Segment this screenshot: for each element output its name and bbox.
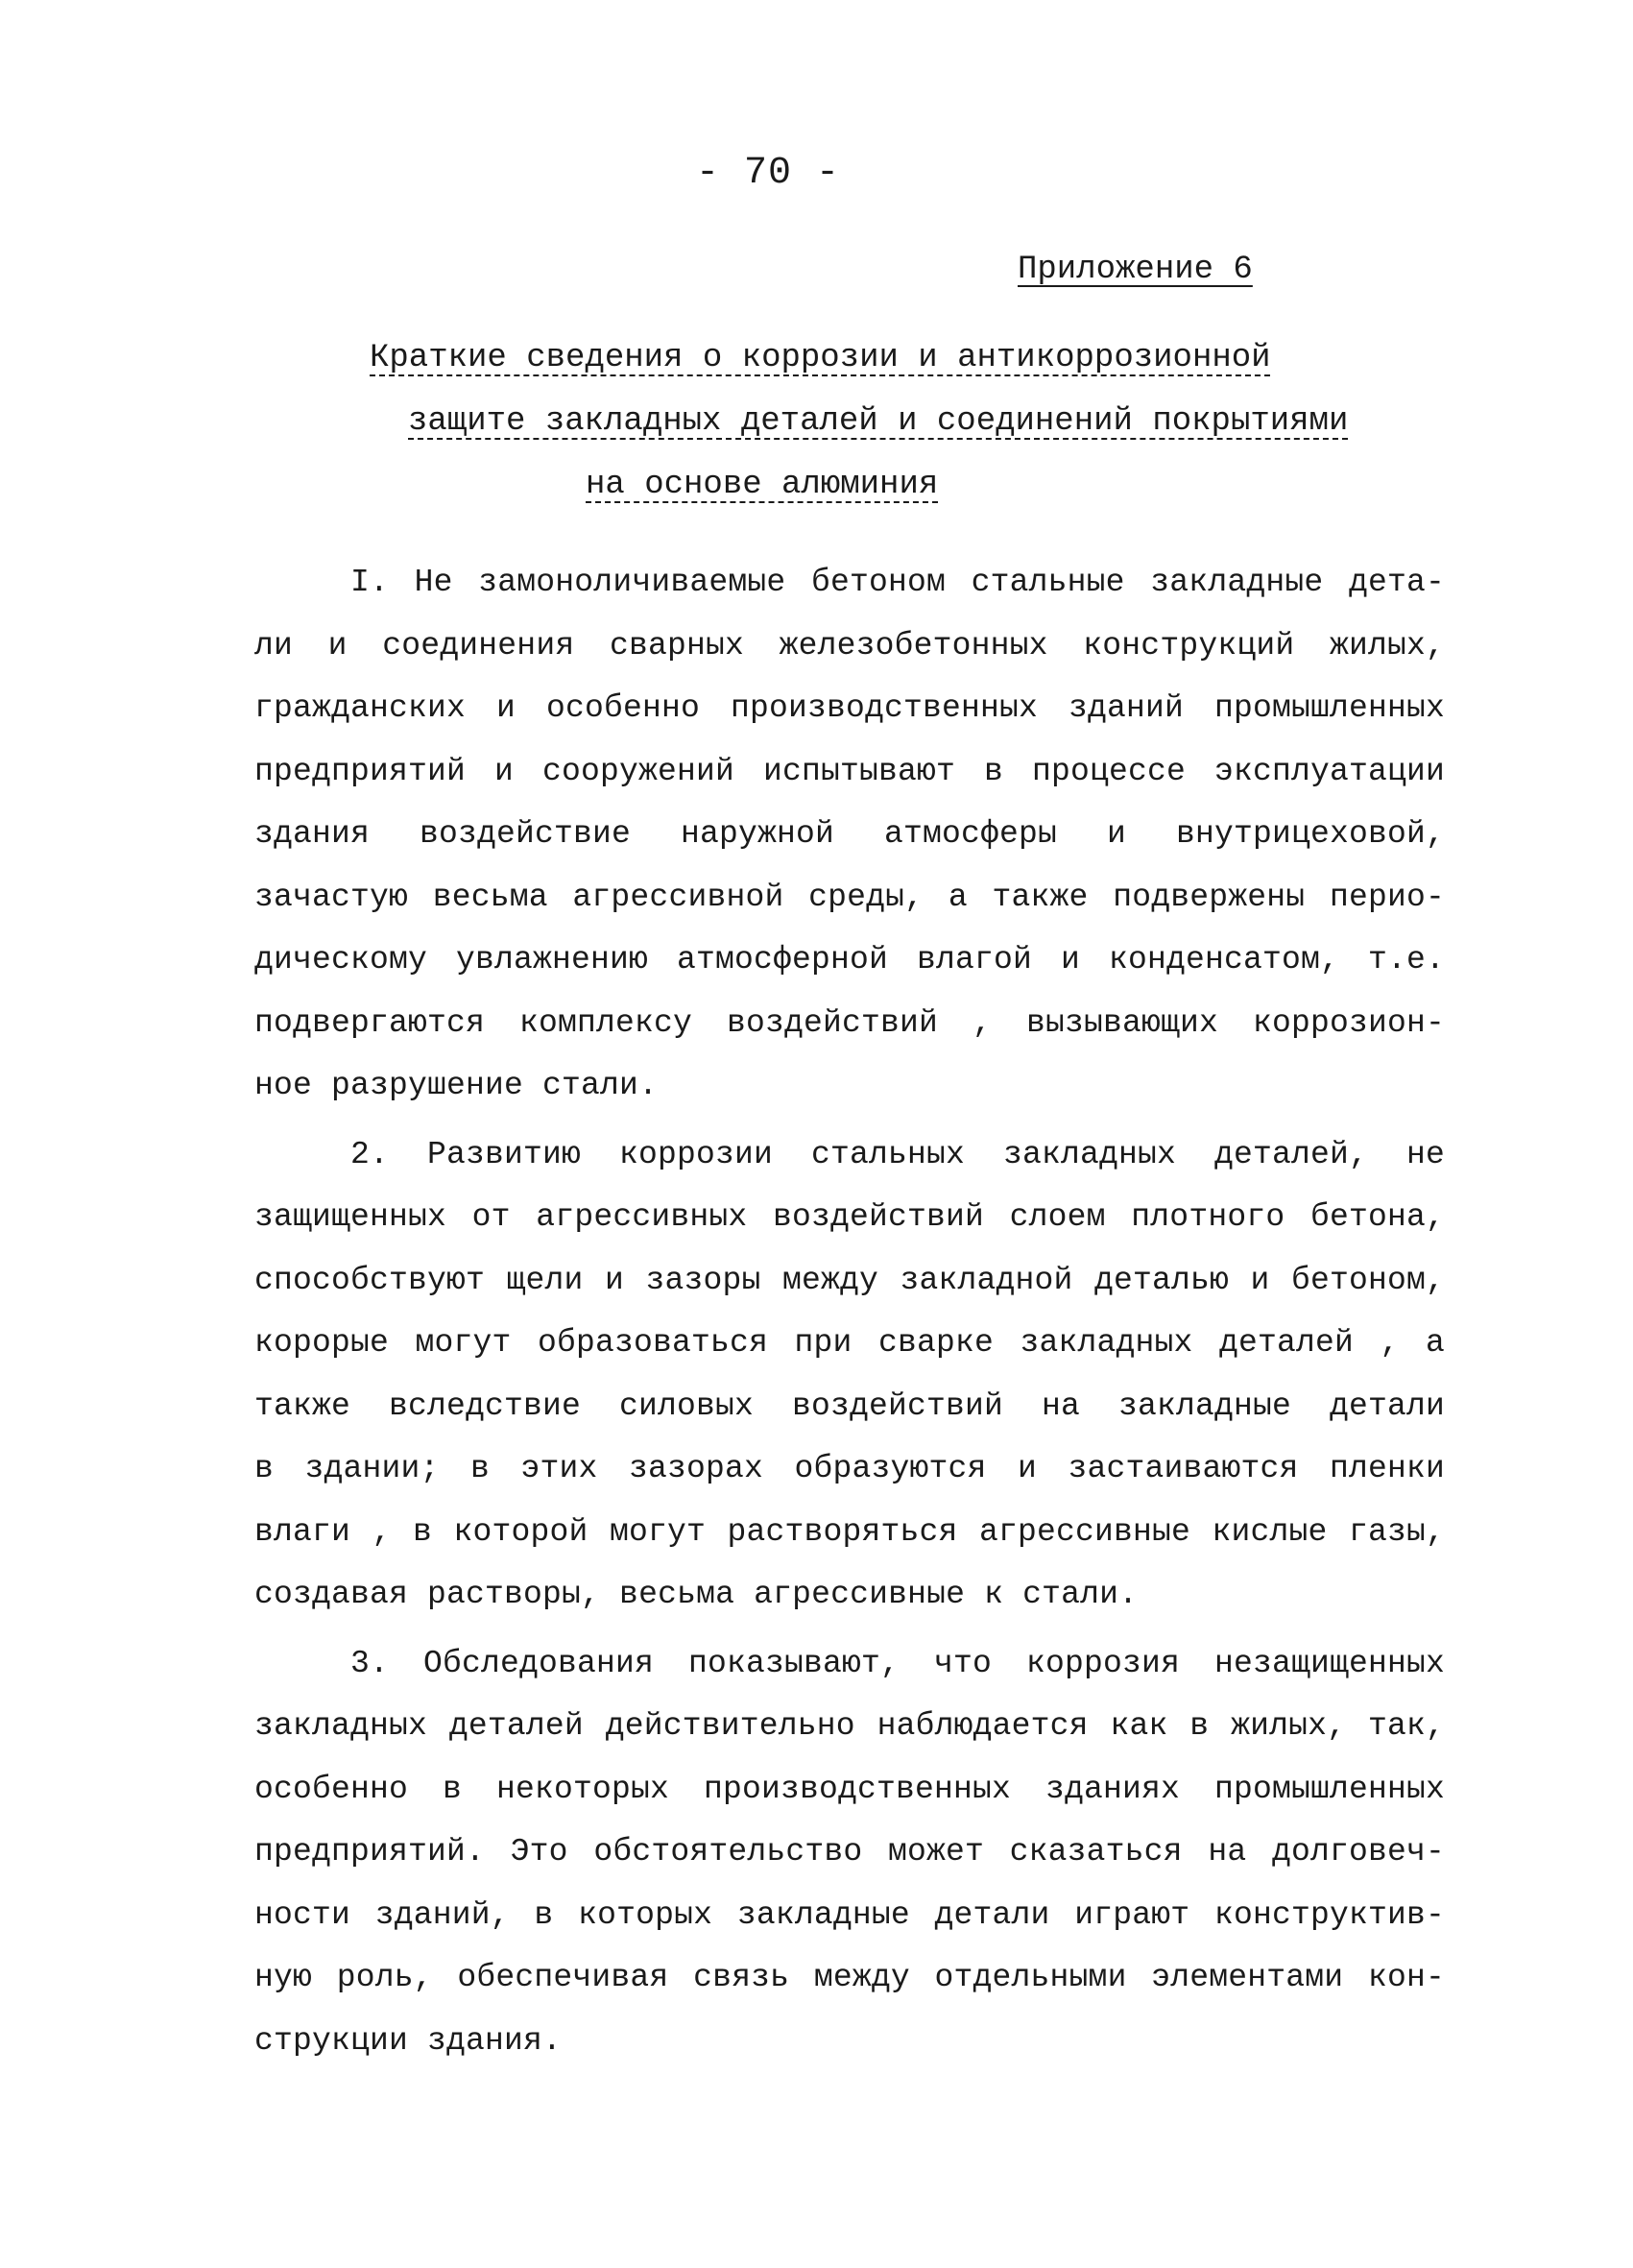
title-line: на основе алюминия — [586, 467, 939, 503]
paragraph-line: здания воздействие наружной атмосферы и внутрицеховой, — [254, 816, 1445, 852]
title-line: Краткие сведения о коррозии и антикоррозионной — [370, 340, 1271, 376]
paragraph-line: струкции здания. — [254, 2022, 563, 2059]
paragraph-line: кoрорые могут образоваться при сварке закладных деталей , а — [254, 1325, 1445, 1361]
paragraph-2 — [254, 1123, 1445, 1627]
paragraph-line: ли и соединения сварных железобетонных конструкций жилых, — [254, 627, 1445, 664]
paragraph-line: закладных деталей действительно наблюдается как в жилых, так, — [254, 1708, 1445, 1744]
paragraph-line: зачастую весьма агрессивной среды, а также подвержены перио- — [254, 879, 1445, 915]
paragraph-line: 3. Обследования показывают, что коррозия незащищенных — [350, 1645, 1445, 1681]
paragraph-line: в здании; в этих зазорах образуются и застаиваются пленки — [254, 1451, 1445, 1486]
paragraph-line: особенно в некоторых производственных зданиях промышленных — [254, 1771, 1445, 1807]
paragraph-line: влаги , в которой могут растворяться агрессивные кислые газы, — [254, 1513, 1445, 1550]
paragraph-line: способствуют щели и зазоры между закладной деталью и бетоном, — [254, 1262, 1445, 1298]
paragraph-1 — [254, 551, 1445, 1118]
paragraph-line: предприятий и сооружений испытывают в процессе эксплуатации — [254, 753, 1445, 789]
appendix-label-text: Приложение 6 — [1018, 252, 1253, 288]
paragraph-line: предприятий. Это обстоятельство может сказаться на долговеч- — [254, 1834, 1445, 1870]
paragraph-line: I. Не замоноличиваемые бетоном стальные закладные дета- — [350, 565, 1445, 600]
paragraph-line: защищенных от агрессивных воздействий слоем плотного бетона, — [254, 1199, 1445, 1235]
page-number: - 70 - — [695, 152, 841, 195]
appendix-label — [1018, 252, 1253, 288]
title-line: защите закладных деталей и соединений покрытиями — [408, 403, 1349, 440]
paragraph-line: ное разрушение стали. — [254, 1068, 659, 1103]
document-body — [254, 551, 1445, 2072]
paragraph-line: 2. Развитию коррозии стальных закладных деталей, не — [350, 1136, 1445, 1172]
paragraph-line: создавая растворы, весьма агрессивные к стали. — [254, 1577, 1139, 1612]
paragraph-line: подвергаются комплексу воздействий , вызывающих коррозион- — [254, 1004, 1445, 1041]
document-title — [370, 331, 1368, 521]
paragraph-line: гражданских и особенно производственных зданий промышленных — [254, 690, 1445, 726]
paragraph-line: ности зданий, в которых закладные детали играют конструктив- — [254, 1896, 1445, 1933]
paragraph-line: также вследствие силовых воздействий на закладные детали — [254, 1387, 1445, 1424]
paragraph-3 — [254, 1632, 1445, 2073]
paragraph-line: дическому увлажнению атмосферной влагой и конденсатом, т.е. — [254, 942, 1445, 977]
paragraph-line: ную роль, обеспечивая связь между отдельными элементами кон- — [254, 1960, 1445, 1995]
